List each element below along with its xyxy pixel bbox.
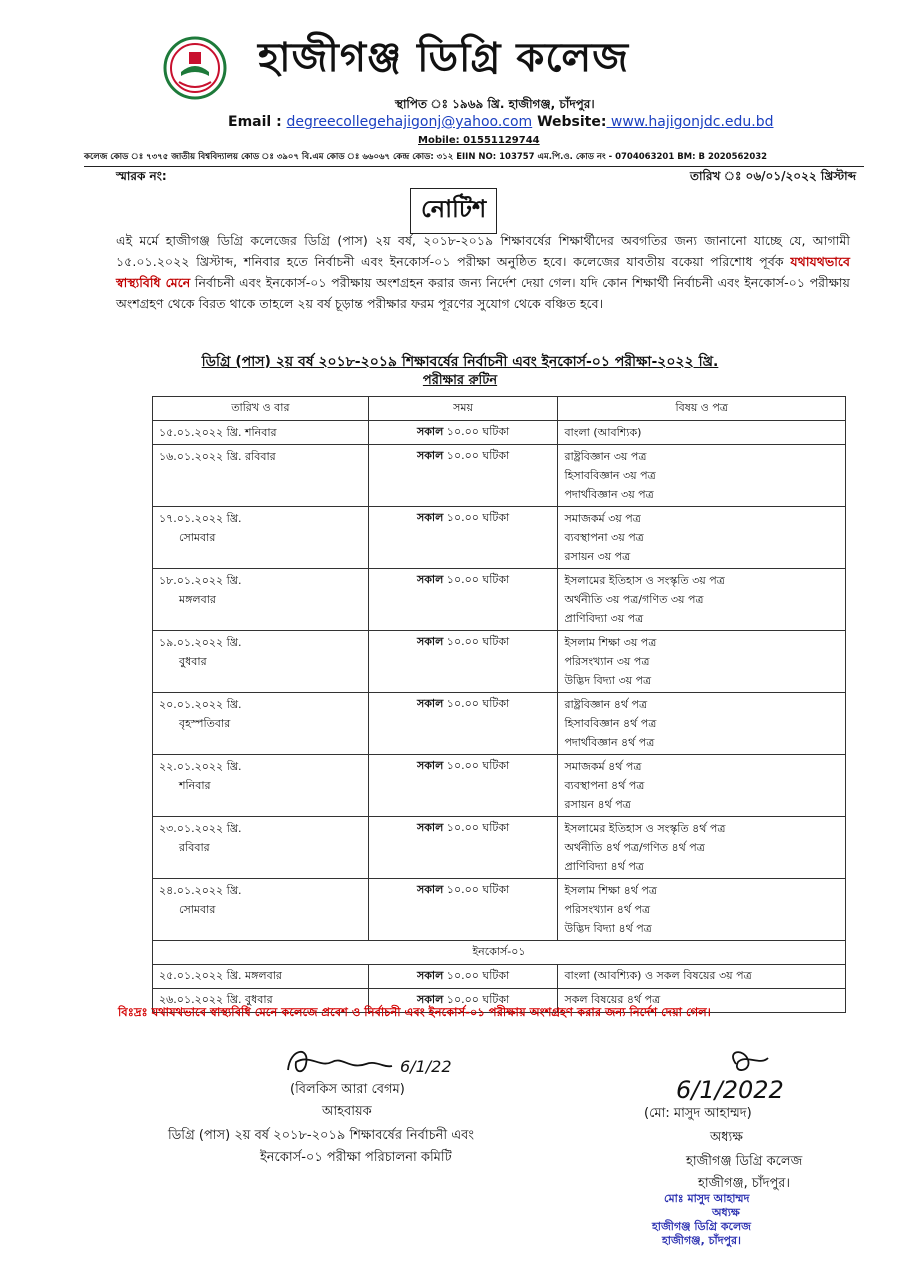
subject-item: অর্থনীতি ৩য় পত্র/গণিত ৩য় পত্র [564,593,704,606]
time-value: ১০.০০ ঘটিকা [443,969,510,982]
subject-item: ইসলাম শিক্ষা ৪র্থ পত্র [564,884,657,897]
notice-emphasis: যথাযথভাবে স্বাস্থ্যবিধি মেনে [116,254,850,290]
subject-item: পরিসংখ্যান ৪র্থ পত্র [564,903,651,916]
footnote: বিঃদ্রঃ যথাযথভাবে স্বাস্থ্যবিধি মেনে কলেজে প্রবেশ ও নির্বাচনী এবং ইনকোর্স-০১ পরীক্ষায় অংশগ্রহণ করার জন্য নির্দেশ দেয়া গেল। [118,1005,711,1019]
time-period: সকাল [416,883,444,896]
notice-text-1: এই মর্মে হাজীগঞ্জ ডিগ্রি কলেজের ডিগ্রি (পাস) ২য় বর্ষ, ২০১৮-২০১৯ শিক্ষাবর্ষের শিক্ষার্থীদের অবগতির জন্য জানানো যাচ্ছে যে, আগামী ১৫.০১.২০২২ খ্রিস্টাব্দ, শনিবার হতে নির্বাচনী এবং ইনকোর্স-০১ পরীক্ষা অনুষ্ঠিত হবে। কলেজের যাবতীয় বকেয়া পরিশোধ পূর্বক [116,233,850,269]
institution-codes: কলেজ কোড ঃ ৭৩৭৫ জাতীয় বিশ্ববিদ্যালয় কোড ঃ ৩৯০৭ বি.এম কোড ঃ ৬৬০৬৭ কেন্দ্র কোড: ৩১২ EIIN NO: 103757 এম.পি.ও. কোড নং - 0704063201 BM: B 2020562032 [84,150,864,167]
email-label: Email : [228,114,282,130]
time-period: সকাল [416,969,444,982]
subject-item: পদার্থবিজ্ঞান ৪র্থ পত্র [564,736,655,749]
subject-cell [558,693,846,755]
subject-cell [558,631,846,693]
time-period: সকাল [416,635,444,648]
time-value: ১০.০০ ঘটিকা [443,449,510,462]
exam-date: ১৭.০১.২০২২ খ্রি. [159,512,242,525]
time-cell [368,569,558,631]
exam-date: ১৯.০১.২০২২ খ্রি. [159,636,242,649]
subject-cell [558,817,846,879]
subject-item: রসায়ন ৩য় পত্র [564,550,631,563]
subject-item: ইসলামের ইতিহাস ও সংস্কৃতি ৪র্থ পত্র [564,822,726,835]
notice-title: নোটিশ [410,188,497,234]
date-cell [153,755,369,817]
column-header-date: তারিখ ও বার [153,397,369,421]
column-header-subject: বিষয় ও পত্র [558,397,846,421]
time-value: ১০.০০ ঘটিকা [443,759,510,772]
seal-role: অধ্যক্ষ [712,1206,740,1219]
exam-day: বৃহস্পতিবার [179,717,231,730]
exam-date: ২২.০১.২০২২ খ্রি. [159,760,242,773]
time-period: সকাল [416,511,444,524]
time-period: সকাল [416,993,444,1006]
time-cell [368,965,558,989]
subject-cell [558,445,846,507]
principal-college: হাজীগঞ্জ ডিগ্রি কলেজ [686,1154,803,1169]
contact-line [228,114,774,130]
subject-item: বাংলা (আবশ্যিক) [564,426,642,439]
table-row [153,421,846,445]
exam-day: রবিবার [179,841,210,854]
memo-ref: স্মারক নং: [116,169,167,183]
subject-item: পরিসংখ্যান ৩য় পত্র [564,655,650,668]
exam-date: ২০.০১.২০২২ খ্রি. [159,698,242,711]
left-signature [280,1040,480,1082]
routine-heading: ডিগ্রি (পাস) ২য় বর্ষ ২০১৮-২০১৯ শিক্ষাবর্ষের নির্বাচনী এবং ইনকোর্স-০১ পরীক্ষা-২০২২ খ্রি. [201,354,719,370]
seal-place: হাজীগঞ্জ, চাঁদপুর। [662,1234,741,1247]
column-header-time: সময় [368,397,558,421]
right-signature-date: 6/1/2022 [676,1076,784,1104]
subject-cell: বাংলা (আবশ্যিক) ও সকল বিষয়ের ৩য় পত্র [558,965,846,989]
time-cell [368,631,558,693]
website-label: Website: [537,114,607,130]
notice-paragraph [116,230,850,314]
table-row [153,631,846,693]
date-cell [153,445,369,507]
subject-cell [558,755,846,817]
exam-day: সোমবার [179,903,216,916]
time-cell [368,879,558,941]
subject-item: ইসলাম শিক্ষা ৩য় পত্র [564,636,657,649]
subject-item: হিসাববিজ্ঞান ৩য় পত্র [564,469,656,482]
subject-item: প্রাণিবিদ্যা ৩য় পত্র [564,612,644,625]
date-cell [153,507,369,569]
time-cell [368,755,558,817]
subject-cell: সকল বিষয়ের ৪র্থ পত্র [558,989,846,1013]
subject-item: হিসাববিজ্ঞান ৪র্থ পত্র [564,717,657,730]
website-link[interactable]: www.hajigonjdc.edu.bd [606,114,774,130]
table-row [153,965,846,989]
memo-date: তারিখ ঃ ০৬/০১/২০২২ খ্রিস্টাব্দ [690,169,857,183]
time-cell [368,421,558,445]
date-cell [153,817,369,879]
convener-role: আহবায়ক [322,1104,372,1119]
table-header-row [153,397,846,421]
subject-item: ব্যবস্থাপনা ৪র্থ পত্র [564,779,645,792]
table-row [153,569,846,631]
routine-table [152,396,846,1013]
exam-date: ১৬.০১.২০২২ খ্রি. রবিবার [159,450,276,463]
date-cell: ২৫.০১.২০২২ খ্রি. মঙ্গলবার [153,965,369,989]
time-value: ১০.০০ ঘটিকা [443,511,510,524]
exam-date: ১৫.০১.২০২২ খ্রি. শনিবার [159,426,277,439]
seal-college: হাজীগঞ্জ ডিগ্রি কলেজ [652,1220,752,1233]
exam-day: সোমবার [179,531,216,544]
subject-cell [558,507,846,569]
right-signature [672,1046,872,1108]
time-period: সকাল [416,449,444,462]
subject-item: উদ্ভিদ বিদ্যা ৪র্থ পত্র [564,922,652,935]
date-cell [153,569,369,631]
time-value: ১০.০০ ঘটিকা [443,821,510,834]
mobile-number: Mobile: 01551129744 [418,135,540,146]
time-period: সকাল [416,821,444,834]
exam-day: শনিবার [179,779,211,792]
subject-item: ইসলামের ইতিহাস ও সংস্কৃতি ৩য় পত্র [564,574,725,587]
time-value: ১০.০০ ঘটিকা [443,993,510,1006]
incourse-row [153,941,846,965]
notice-text-2: নির্বাচনী এবং ইনকোর্স-০১ পরীক্ষায় অংশগ্রহন করার জন্য নির্দেশ দেয়া গেল। যদি কোন শিক্ষার্থী নির্বাচনী এবং ইনকোর্স-০১ পরীক্ষায় অংশগ্রহণ থেকে বিরত থাকে তাহলে ২য় বর্ষ চূড়ান্ত পরীক্ষার ফরম পূরণের সুযোগ থেকে বঞ্চিত হবে। [116,275,850,311]
subject-item: রাষ্ট্রবিজ্ঞান ৩য় পত্র [564,450,647,463]
subject-cell [558,879,846,941]
left-signature-date: 6/1/22 [400,1057,452,1076]
subject-item: অর্থনীতি ৪র্থ পত্র/গণিত ৪র্থ পত্র [564,841,705,854]
table-row [153,817,846,879]
subject-cell [558,421,846,445]
time-value: ১০.০০ ঘটিকা [443,635,510,648]
subject-item: পদার্থবিজ্ঞান ৩য় পত্র [564,488,654,501]
subject-item: উদ্ভিদ বিদ্যা ৩য় পত্র [564,674,652,687]
time-value: ১০.০০ ঘটিকা [443,573,510,586]
principal-role: অধ্যক্ষ [710,1130,743,1145]
subject-cell [558,569,846,631]
email-link[interactable]: degreecollegehajigonj@yahoo.com [286,114,533,130]
time-value: ১০.০০ ঘটিকা [443,883,510,896]
time-cell [368,507,558,569]
table-row [153,445,846,507]
time-value: ১০.০০ ঘটিকা [443,697,510,710]
principal-name: (মো: মাসুদ আহাম্মদ) [644,1106,752,1121]
routine-subheading: পরীক্ষার রুটিন [422,373,498,388]
subject-item: রসায়ন ৪র্থ পত্র [564,798,631,811]
date-cell: ২৬.০১.২০২২ খ্রি. বুধবার [153,989,369,1013]
subject-item: প্রাণিবিদ্যা ৪র্থ পত্র [564,860,644,873]
table-row [153,507,846,569]
time-period: সকাল [416,425,444,438]
exam-day: মঙ্গলবার [179,593,216,606]
date-cell [153,693,369,755]
time-cell [368,817,558,879]
table-row [153,693,846,755]
incourse-label: ইনকোর্স-০১ [153,941,846,965]
college-name: হাজীগঞ্জ ডিগ্রি কলেজ [258,35,630,81]
time-period: সকাল [416,573,444,586]
subject-item: সমাজকর্ম ৪র্থ পত্র [564,760,642,773]
established-line: স্থাপিত ঃ ১৯৬৯ খ্রি. হাজীগঞ্জ, চাঁদপুর। [395,97,595,111]
time-cell [368,445,558,507]
subject-item: ব্যবস্থাপনা ৩য় পত্র [564,531,644,544]
date-cell [153,879,369,941]
committee-line-2: ইনকোর্স-০১ পরীক্ষা পরিচালনা কমিটি [260,1150,452,1165]
time-period: সকাল [416,759,444,772]
convener-name: (বিলকিস আরা বেগম) [290,1082,405,1097]
exam-day: বুধবার [179,655,207,668]
table-row [153,879,846,941]
date-cell [153,631,369,693]
principal-place: হাজীগঞ্জ, চাঁদপুর। [698,1176,791,1191]
exam-date: ২৩.০১.২০২২ খ্রি. [159,822,242,835]
time-period: সকাল [416,697,444,710]
seal-name: মোঃ মাসুদ আহাম্মদ [664,1192,750,1205]
date-cell [153,421,369,445]
college-logo [163,36,227,100]
subject-item: সমাজকর্ম ৩য় পত্র [564,512,641,525]
exam-date: ২৪.০১.২০২২ খ্রি. [159,884,242,897]
committee-line-1: ডিগ্রি (পাস) ২য় বর্ষ ২০১৮-২০১৯ শিক্ষাবর্ষের নির্বাচনী এবং [168,1128,474,1143]
time-value: ১০.০০ ঘটিকা [443,425,510,438]
exam-date: ১৮.০১.২০২২ খ্রি. [159,574,242,587]
table-row [153,755,846,817]
time-cell [368,693,558,755]
subject-item: রাষ্ট্রবিজ্ঞান ৪র্থ পত্র [564,698,648,711]
